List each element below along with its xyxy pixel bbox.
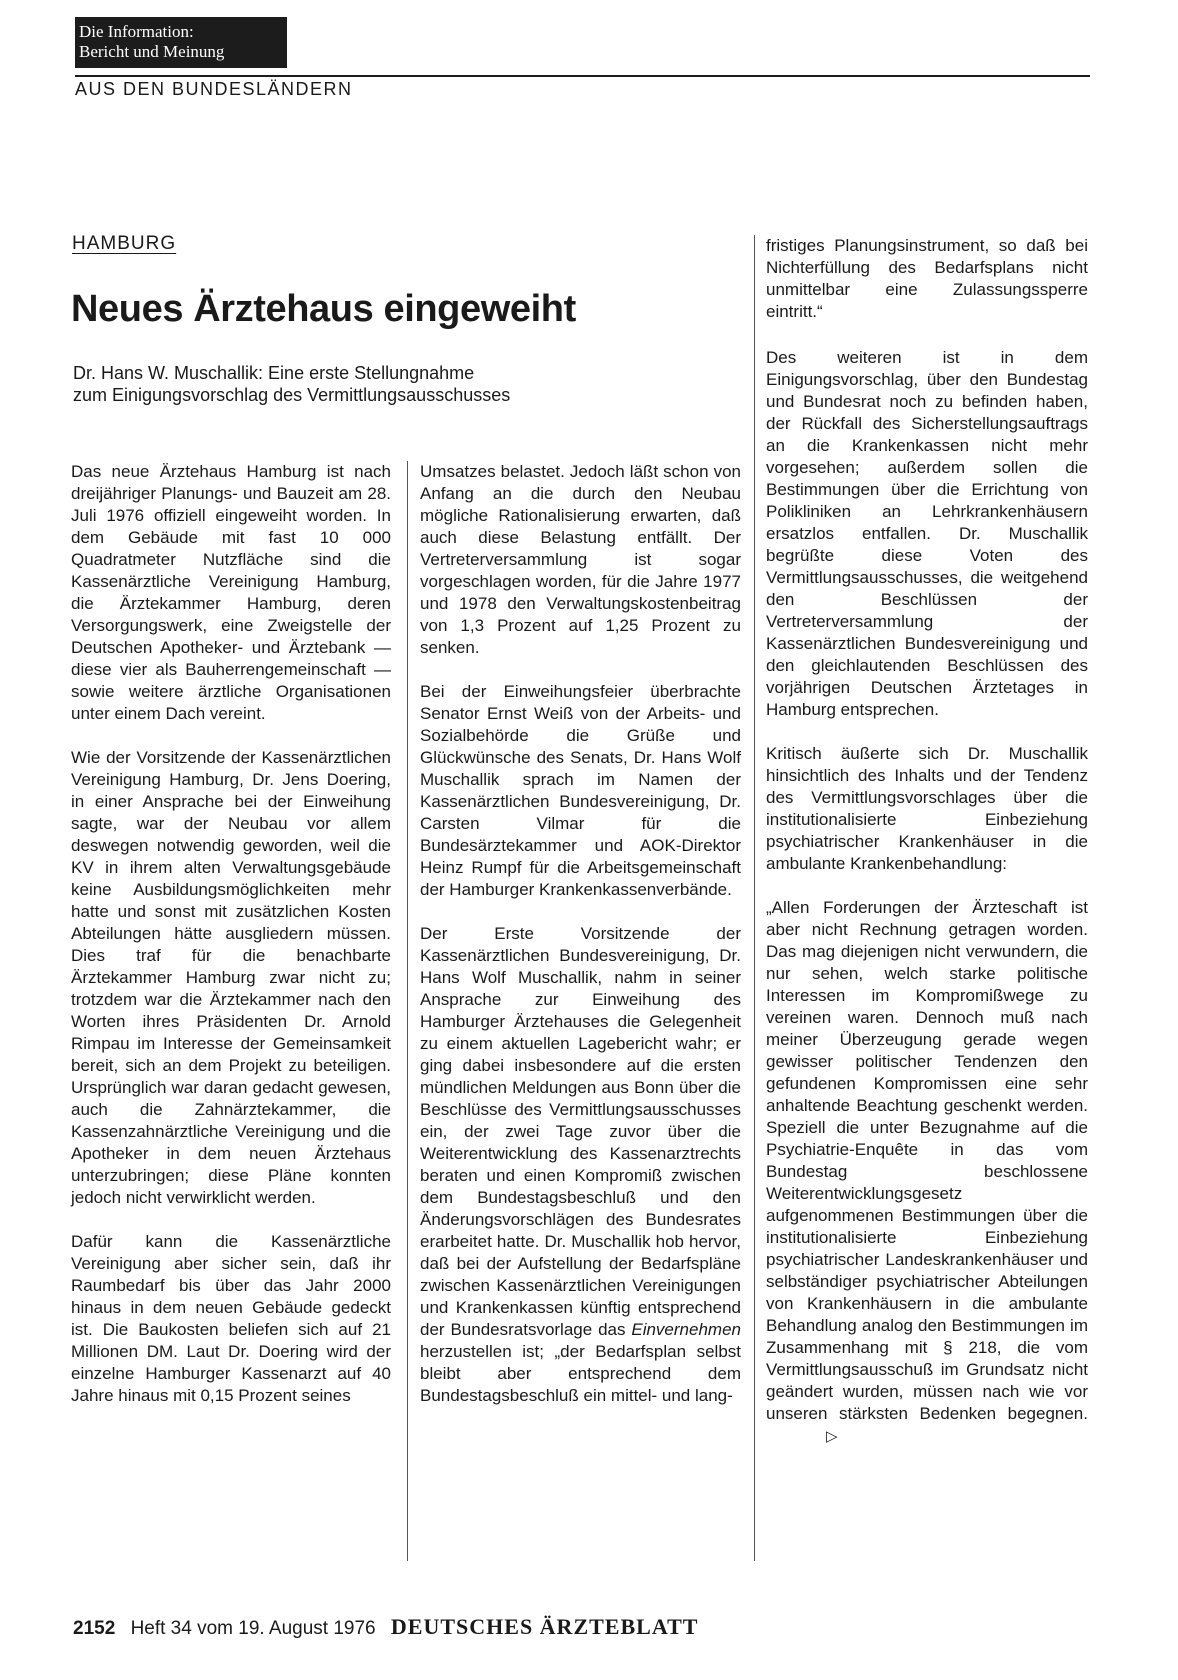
article-title: Neues Ärztehaus eingeweiht [71, 288, 576, 330]
paragraph: Wie der Vorsitzende der Kassenärztlichen Vereinigung Hamburg, Dr. Jens Doering, in einer Ansprache bei der Einweihung sagte, war der Neubau vor allem deswegen notwendig geworden, weil die KV in ihrem alten Verwaltungsgebäude keine Ausbildungsmöglichkeiten mehr hatte und sonst mit zusätzlichen Kosten Abteilungen hätte ausgliedern müssen. Dies traf für die benachbarte Ärztekammer Hamburg zwar nicht zu; trotzdem war die Ärztekammer nach den Worten ihres Präsidenten Dr. Arnold Rimpau im Interesse der Gemeinsamkeit bereit, sich an dem Projekt zu beteiligen. Ursprünglich war daran gedacht gewesen, auch die Zahnärztekammer, die Kassenzahnärztliche Vereinigung und die Apotheker in dem neuen Ärztehaus unterzubringen; diese Pläne konnten jedoch nicht verwirklicht werden. [71, 748, 391, 1207]
paragraph: Kritisch äußerte sich Dr. Muschallik hinsichtlich des Inhalts und der Tendenz des Vermittlungsvorschlages über die institutionalisierte Einbeziehung psychiatrischer Krankenhäuser in die ambulante Krankenbehandlung: [766, 744, 1088, 873]
quote-paragraph [766, 897, 1088, 1448]
text-column-3 [766, 235, 1088, 1470]
emphasis: Einvernehmen [631, 1320, 741, 1339]
section-kicker: AUS DEN BUNDESLÄNDERN [75, 79, 353, 99]
paragraph-text: herzustellen ist; „der Bedarfsplan selbst bleibt aber entsprechend dem Bundestagsbeschluß ein mittel- und lang- [420, 1342, 741, 1405]
page-footer [73, 1614, 698, 1640]
region-label: HAMBURG [72, 233, 177, 254]
article-subtitle: Dr. Hans W. Muschallik: Eine erste Stellungnahme zum Einigungsvorschlag des Vermittlungsausschusses [73, 363, 511, 405]
journal-name: DEUTSCHES ÄRZTEBLATT [390, 1614, 699, 1639]
paragraph: Umsatzes belastet. Jedoch läßt schon von Anfang an die durch den Neubau mögliche Rationalisierung erwarten, daß auch diese Belastung entfällt. Der Vertreterversammlung ist sogar vorgeschlagen worden, für die Jahre 1977 und 1978 den Verwaltungskostenbeitrag von 1,3 Prozent auf 1,25 Prozent zu senken. [420, 462, 741, 657]
text-column-2 [420, 461, 741, 1429]
paragraph: Bei der Einweihungsfeier überbrachte Senator Ernst Weiß von der Arbeits- und Sozialbehörde die Grüße und Glückwünsche des Senats, Dr. Hans Wolf Muschallik sprach im Namen der Kassenärztlichen Bundesvereinigung, Dr. Carsten Vilmar für die Bundesärztekammer und AOK-Direktor Heinz Rumpf für die Arbeitsgemeinschaft der Hamburger Krankenkassenverbände. [420, 682, 741, 899]
column-divider-2 [754, 235, 755, 1561]
column-divider-1 [407, 461, 408, 1561]
section-label [75, 17, 287, 68]
paragraph: Das neue Ärztehaus Hamburg ist nach dreijähriger Planungs- und Bauzeit am 28. Juli 1976 offiziell eingeweiht worden. In dem Gebäude mit fast 10 000 Quadratmeter Nutzfläche sind die Kassenärztliche Vereinigung Hamburg, die Ärztekammer Hamburg, deren Versorgungswerk, eine Zweigstelle der Deutschen Apotheker- und Ärztebank — diese vier als Bauherrengemeinschaft — sowie weitere ärztliche Organisationen unter einem Dach vereint. [71, 462, 391, 723]
section-label-line1: Die Information: [79, 22, 194, 41]
header-rule [75, 75, 1090, 77]
section-label-line2: Bericht und Meinung [79, 42, 225, 61]
text-column-1 [71, 461, 391, 1429]
continue-arrow-icon: ▷ [826, 1428, 838, 1445]
paragraph: Des weiteren ist in dem Einigungsvorschlag, über den Bundestag und Bundesrat noch zu befinden haben, der Rückfall des Sicherstellungsauftrags an die Krankenkassen nicht mehr vorgesehen; außerdem sollen die Bestimmungen über die Errichtung von Polikliniken an Lehrkrankenhäusern ersatzlos entfallen. Dr. Muschallik begrüßte diese Voten des Vermittlungsausschusses, die weitgehend den Beschlüssen der Vertreterversammlung der Kassenärztlichen Bundesvereinigung und den gleichlautenden Beschlüssen des vorjährigen Deutschen Ärztetages in Hamburg entsprechen. [766, 348, 1088, 719]
page-number: 2152 [73, 1618, 116, 1639]
paragraph-text: Der Erste Vorsitzende der Kassenärztlichen Bundesvereinigung, Dr. Hans Wolf Muschallik, nahm in seiner Ansprache zur Einweihung des Hamburger Ärztehauses die Gelegenheit zu einem aktuellen Lagebericht wahr; er ging dabei insbesondere auf die ersten mündlichen Meldungen aus Bonn über die Beschlüsse des Vermittlungsausschusses ein, der zwei Tage zuvor über die Weiterentwicklung des Kassenarztrechts beraten und einen Kompromiß zwischen dem Bundestagsbeschluß und den Änderungsvorschlägen des Bundesrates erarbeitet hatte. Dr. Muschallik hob hervor, daß bei der Aufstellung der Bedarfspläne zwischen Kassenärztlichen Vereinigungen und Krankenkassen künftig entsprechend der Bundesratsvorlage das [420, 924, 741, 1339]
paragraph: Dafür kann die Kassenärztliche Vereinigung aber sicher sein, daß ihr Raumbedarf bis über das Jahr 2000 hinaus in dem neuen Gebäude gedeckt ist. Die Baukosten beliefen sich auf 21 Millionen DM. Laut Dr. Doering wird der einzelne Hamburger Kassenarzt auf 40 Jahre hinaus mit 0,15 Prozent seines [71, 1232, 391, 1405]
issue-info: Heft 34 vom 19. August 1976 [130, 1618, 376, 1639]
paragraph: fristiges Planungsinstrument, so daß bei Nichterfüllung des Bedarfsplans nicht unmittelbar eine Zulassungssperre eintritt.“ [766, 236, 1088, 321]
paragraph-with-emphasis [420, 923, 741, 1407]
quote-text: „Allen Forderungen der Ärzteschaft ist aber nicht Rechnung getragen worden. Das mag diejenigen nicht verwundern, die nur sehen, welch starke politische Interessen im Kompromißwege zu vereinen waren. Dennoch muß nach meiner Überzeugung gerade wegen gewisser politischer Tendenzen den gefundenen Kompromissen eine sehr anhaltende Beachtung geschenkt werden. Speziell die unter Bezugnahme auf die Psychiatrie-Enquête in das vom Bundestag beschlossene Weiterentwicklungsgesetz aufgenommenen Bestimmungen über die institutionalisierte Einbeziehung psychiatrischer Landeskrankenhäuser und selbständiger psychiatrischer Abteilungen von Krankenhäusern in die ambulante Behandlung analog den Bestimmungen im Zusammenhang mit § 218, die vom Vermittlungsausschuß im Grundsatz nicht geändert wurden, müssen nach wie vor unseren stärksten Bedenken begegnen. [766, 898, 1088, 1423]
